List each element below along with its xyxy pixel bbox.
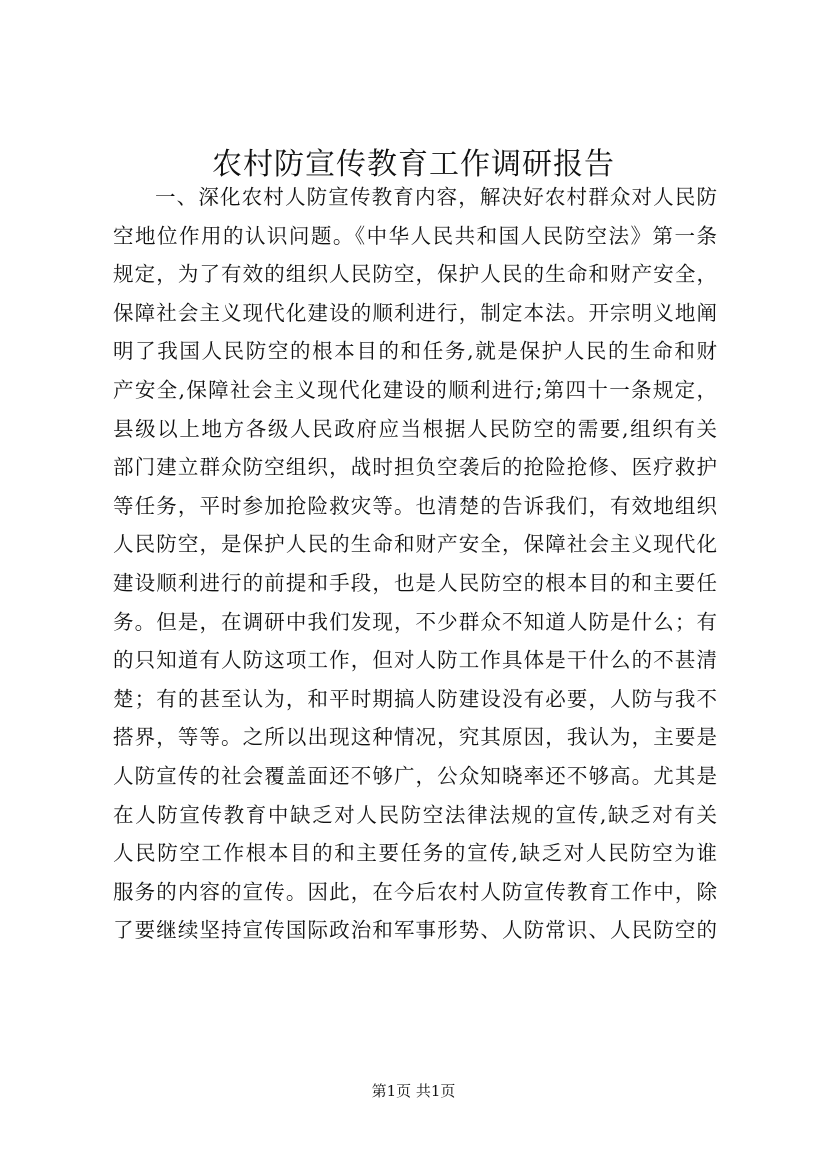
body-line: 服务的内容的宣传。因此，在今后农村人防宣传教育工作中，除 (113, 879, 717, 904)
body-line: 务。但是，在调研中我们发现，不少群众不知道人防是什么；有 (113, 609, 717, 634)
body-line: 一、深化农村人防宣传教育内容，解决好农村群众对人民防 (155, 185, 717, 209)
body-line: 人防宣传的社会覆盖面还不够广，公众知晓率还不够高。尤其是 (113, 763, 717, 788)
body-line: 空地位作用的认识问题。《中华人民共和国人民防空法》第一条 (113, 223, 717, 248)
body-line: 了要继续坚持宣传国际政治和军事形势、人防常识、人民防空的 (113, 918, 717, 943)
document-body (113, 178, 717, 950)
page-number-footer: 第1页 共1页 (371, 1082, 456, 1100)
body-line: 的只知道有人防这项工作，但对人防工作具体是干什么的不甚清 (113, 648, 717, 673)
body-line: 保障社会主义现代化建设的顺利进行，制定本法。开宗明义地阐 (113, 300, 717, 325)
document-title: 农村防宣传教育工作调研报告 (212, 147, 615, 182)
body-line: 明了我国人民防空的根本目的和任务,就是保护人民的生命和财 (113, 339, 717, 364)
body-line: 规定，为了有效的组织人民防空，保护人民的生命和财产安全， (113, 262, 717, 287)
body-line: 部门建立群众防空组织，战时担负空袭后的抢险抢修、医疗救护 (113, 455, 717, 480)
body-line: 在人防宣传教育中缺乏对人民防空法律法规的宣传,缺乏对有关 (113, 802, 717, 827)
body-line: 搭界，等等。之所以出现这种情况，究其原因，我认为，主要是 (113, 725, 717, 750)
body-line: 人民防空工作根本目的和主要任务的宣传,缺乏对人民防空为谁 (113, 841, 717, 866)
body-line: 楚；有的甚至认为，和平时期搞人防建设没有必要，人防与我不 (113, 686, 717, 711)
body-line: 县级以上地方各级人民政府应当根据人民防空的需要,组织有关 (113, 416, 717, 441)
body-line: 人民防空，是保护人民的生命和财产安全，保障社会主义现代化 (113, 532, 717, 557)
body-line: 等任务，平时参加抢险救灾等。也清楚的告诉我们，有效地组织 (113, 493, 717, 518)
body-line: 建设顺利进行的前提和手段，也是人民防空的根本目的和主要任 (113, 570, 717, 595)
body-line: 产安全,保障社会主义现代化建设的顺利进行;第四十一条规定， (113, 377, 717, 402)
